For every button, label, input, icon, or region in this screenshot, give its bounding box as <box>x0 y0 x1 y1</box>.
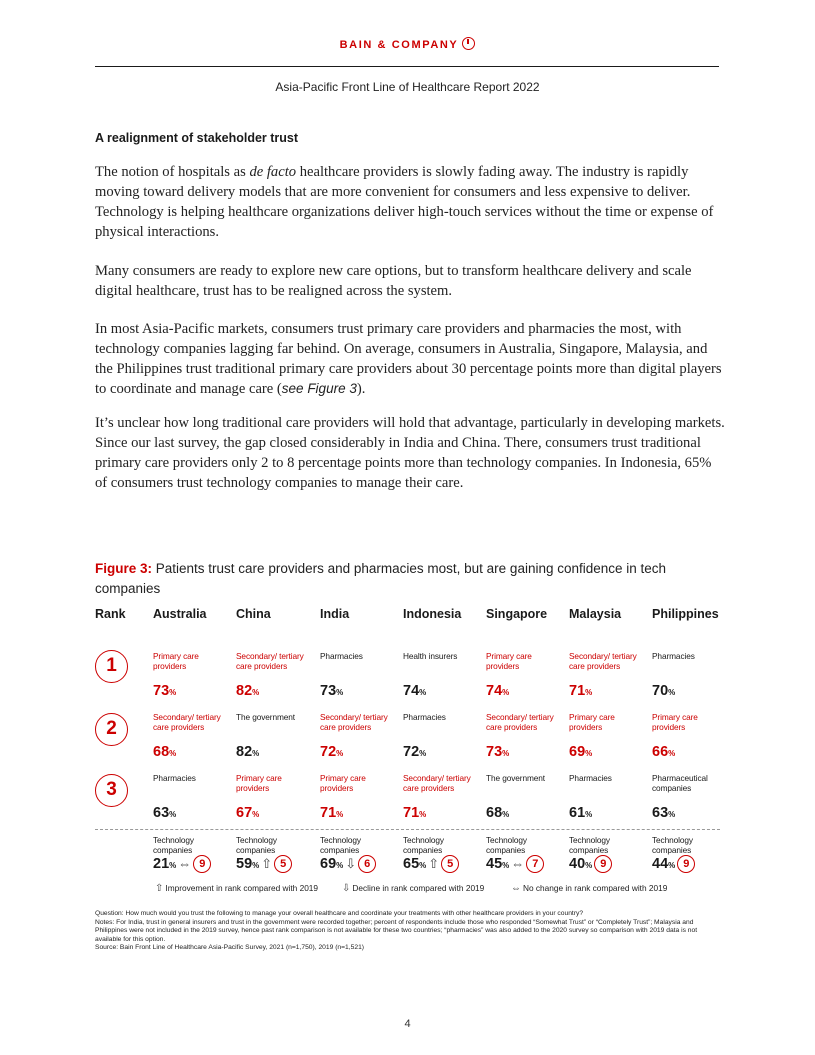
tech-value-row <box>236 855 318 873</box>
cell-percent-value: 82 <box>236 683 253 699</box>
tech-cell <box>486 835 568 873</box>
brand-name: BAIN & COMPANY <box>339 39 459 51</box>
table-cell <box>569 773 649 828</box>
cell-value <box>569 744 592 760</box>
tech-label: Technology companies <box>403 835 444 855</box>
cell-label: Secondary/ tertiary care providers <box>153 712 221 732</box>
figure-notes <box>95 910 720 953</box>
percent-sign: % <box>502 861 510 870</box>
cell-label: Pharmacies <box>652 651 695 661</box>
table-cell <box>652 712 732 767</box>
table-cell <box>569 712 649 767</box>
percent-sign: % <box>336 688 344 697</box>
cell-percent-value: 66 <box>652 744 669 760</box>
table-cell <box>652 651 732 706</box>
past-rank-badge: 5 <box>441 855 459 873</box>
percent-sign: % <box>169 688 177 697</box>
figure-title <box>95 559 695 599</box>
arrow-both-icon: ⇔ <box>511 883 521 894</box>
cell-label: Pharmacies <box>403 712 446 722</box>
cell-percent-value: 61 <box>569 805 586 821</box>
country-header-china: China <box>236 607 271 621</box>
table-cell <box>236 773 316 828</box>
cell-value <box>403 805 426 821</box>
paragraph-1: The notion of hospitals as de facto healthcare providers is slowly fading away. The industry is rapidly moving toward delivery models that are more convenient for consumers and less expensive to deliver. Technology is helping healthcare organizations deliver high-touch services without the time or expense of physical interactions. <box>95 164 714 240</box>
legend-improvement: ⇧ Improvement in rank compared with 2019 <box>155 883 319 894</box>
table-cell <box>153 773 233 828</box>
percent-sign: % <box>419 861 427 870</box>
tech-value-row <box>486 855 568 873</box>
percent-sign: % <box>336 861 344 870</box>
tech-cell <box>320 835 402 873</box>
table-cell <box>569 651 649 706</box>
cell-value <box>569 805 592 821</box>
percent-sign: % <box>668 810 676 819</box>
table-cell <box>320 773 400 828</box>
percent-sign: % <box>252 688 260 697</box>
cell-label: The government <box>236 712 296 722</box>
table-cell <box>403 651 483 706</box>
percent-sign: % <box>502 749 510 758</box>
percent-sign: % <box>668 861 676 870</box>
cell-label: Pharmacies <box>569 773 612 783</box>
cell-percent-value: 69 <box>569 744 586 760</box>
notes-source: Source: Bain Front Line of Healthcare Asia-Pacific Survey, 2021 (n=1,750), 2019 (n=1,521) <box>95 944 365 952</box>
cell-label: Pharmaceutical companies <box>652 773 708 793</box>
percent-sign: % <box>585 688 593 697</box>
tech-cell <box>153 835 235 873</box>
cell-value <box>153 683 176 699</box>
legend-no-change: ⇔ No change in rank compared with 2019 <box>511 883 668 894</box>
cell-percent-value: 71 <box>569 683 586 699</box>
paragraph-3: In most Asia-Pacific markets, consumers trust primary care providers and pharmacies the most, with technology companies lagging far behind. On average, consumers in Australia, Singapore, Malaysia, and the Philippines trust traditional primary care providers about 30 percentage points more than digital players to coordinate and manage care (see Figure 3). <box>95 321 722 397</box>
tech-percent-value: 45 <box>486 856 503 872</box>
table-cell <box>403 773 483 828</box>
tech-percent-value: 69 <box>320 856 337 872</box>
percent-sign: % <box>169 810 177 819</box>
rank-3-badge: 3 <box>95 774 128 807</box>
table-cell <box>236 712 316 767</box>
cell-percent-value: 72 <box>320 744 337 760</box>
cell-label: Primary care providers <box>652 712 698 732</box>
table-cell <box>652 773 732 828</box>
arrow-up-icon: ⇧ <box>428 856 440 871</box>
tech-cell <box>403 835 485 873</box>
tech-value-row <box>569 855 651 873</box>
cell-percent-value: 63 <box>652 805 669 821</box>
tech-label: Technology companies <box>486 835 527 855</box>
percent-sign: % <box>252 861 260 870</box>
cell-percent-value: 70 <box>652 683 669 699</box>
past-rank-badge: 5 <box>274 855 292 873</box>
percent-sign: % <box>169 861 177 870</box>
table-cell <box>403 712 483 767</box>
cell-percent-value: 73 <box>486 744 503 760</box>
rank-1-badge: 1 <box>95 650 128 683</box>
past-rank-badge: 7 <box>526 855 544 873</box>
tech-cell <box>652 835 734 873</box>
rank-header: Rank <box>95 607 126 621</box>
arrow-up-icon: ⇧ <box>155 883 164 894</box>
percent-sign: % <box>419 810 427 819</box>
notes-question: Question: How much would you trust the following to manage your overall healthcare and coordinate your treatments with other healthcare providers in your country? <box>95 910 584 917</box>
percent-sign: % <box>252 749 260 758</box>
past-rank-badge: 9 <box>193 855 211 873</box>
country-header-malaysia: Malaysia <box>569 607 622 621</box>
percent-sign: % <box>585 810 593 819</box>
arrow-both-icon: ⇔ <box>178 856 192 871</box>
tech-percent-value: 65 <box>403 856 420 872</box>
page-number: 4 <box>404 1018 411 1030</box>
arrow-down-icon: ⇩ <box>345 856 357 871</box>
tech-value-row <box>403 855 485 873</box>
past-rank-badge: 9 <box>677 855 695 873</box>
cell-label: Primary care providers <box>236 773 282 793</box>
percent-sign: % <box>169 749 177 758</box>
percent-sign: % <box>585 861 593 870</box>
tech-percent-value: 40 <box>569 856 586 872</box>
cell-value <box>652 744 675 760</box>
percent-sign: % <box>252 810 260 819</box>
past-rank-badge: 6 <box>358 855 376 873</box>
cell-label: Pharmacies <box>153 773 196 783</box>
cell-value <box>320 744 343 760</box>
percent-sign: % <box>668 749 676 758</box>
cell-percent-value: 82 <box>236 744 253 760</box>
cell-value <box>320 805 343 821</box>
table-cell <box>486 712 566 767</box>
cell-label: Secondary/ tertiary care providers <box>486 712 554 732</box>
header-rule <box>95 66 719 67</box>
paragraph-4: It’s unclear how long traditional care providers will hold that advantage, particularly in developing markets. Since our last survey, the gap closed considerably in India and China. There, consumers trust traditional primary care providers only 2 to 8 percentage points more than technology companies. In Indonesia, 65% of consumers trust technology companies to manage their care. <box>95 415 725 491</box>
tech-value-row <box>320 855 402 873</box>
table-cell <box>320 712 400 767</box>
cell-value <box>486 805 509 821</box>
cell-label: The government <box>486 773 546 783</box>
paragraph-2: Many consumers are ready to explore new care options, but to transform healthcare delivery and scale digital healthcare, trust has to be realigned across the system. <box>95 263 692 299</box>
cell-label: Primary care providers <box>153 651 199 671</box>
figure-title-text: Patients trust care providers and pharmacies most, but are gaining confidence in tech companies <box>95 561 667 596</box>
country-header-singapore: Singapore <box>486 607 548 621</box>
section-heading: A realignment of stakeholder trust <box>95 131 299 145</box>
cell-percent-value: 72 <box>403 744 420 760</box>
cell-value <box>652 683 675 699</box>
cell-percent-value: 67 <box>236 805 253 821</box>
cell-percent-value: 71 <box>403 805 420 821</box>
cell-label: Secondary/ tertiary care providers <box>236 651 304 671</box>
percent-sign: % <box>336 810 344 819</box>
percent-sign: % <box>668 688 676 697</box>
table-cell <box>320 651 400 706</box>
notes-details: Notes: For India, trust in general insurers and trust in the government were recorded together; percent of respondents include those who responded “Somewhat Trust” or “Completely Trust”; Malaysia and Philippines were not included in the 2019 survey, hence past rank comparison is not available for these two countries; “pharmacies” was also added to the 2020 survey so comparison with 2019 data is not available for this option. <box>95 918 698 943</box>
cell-label: Primary care providers <box>569 712 615 732</box>
arrow-both-icon: ⇔ <box>511 856 525 871</box>
cell-value <box>486 744 509 760</box>
tech-value-row <box>652 855 734 873</box>
figure-label: Figure 3: <box>95 561 153 576</box>
tech-percent-value: 44 <box>652 856 669 872</box>
rank-2-badge: 2 <box>95 713 128 746</box>
cell-value <box>236 683 259 699</box>
arrow-down-icon: ⇩ <box>342 883 351 894</box>
tech-value-row <box>153 855 235 873</box>
country-header-indonesia: Indonesia <box>403 607 462 621</box>
cell-label: Primary care providers <box>320 773 366 793</box>
cell-value <box>236 744 259 760</box>
cell-value <box>153 805 176 821</box>
table-cell <box>486 651 566 706</box>
table-cell <box>153 651 233 706</box>
cell-percent-value: 68 <box>153 744 170 760</box>
percent-sign: % <box>502 688 510 697</box>
tech-label: Technology companies <box>320 835 361 855</box>
cell-label: Secondary/ tertiary care providers <box>403 773 471 793</box>
tech-percent-value: 21 <box>153 856 170 872</box>
tech-label: Technology companies <box>236 835 277 855</box>
tech-percent-value: 59 <box>236 856 253 872</box>
country-header-australia: Australia <box>153 607 207 621</box>
legend-decline: ⇩ Decline in rank compared with 2019 <box>342 883 485 894</box>
tech-cell <box>569 835 651 873</box>
brand-logo <box>0 37 815 51</box>
percent-sign: % <box>502 810 510 819</box>
cell-label: Secondary/ tertiary care providers <box>569 651 637 671</box>
cell-percent-value: 71 <box>320 805 337 821</box>
tech-label: Technology companies <box>652 835 693 855</box>
cell-value <box>320 683 343 699</box>
cell-value <box>652 805 675 821</box>
cell-percent-value: 63 <box>153 805 170 821</box>
cell-percent-value: 73 <box>153 683 170 699</box>
cell-label: Pharmacies <box>320 651 363 661</box>
cell-value <box>236 805 259 821</box>
table-cell <box>153 712 233 767</box>
cell-value <box>153 744 176 760</box>
country-header-philippines: Philippines <box>652 607 719 621</box>
report-title: Asia-Pacific Front Line of Healthcare Report 2022 <box>275 80 540 94</box>
cell-value <box>403 683 426 699</box>
tech-cell <box>236 835 318 873</box>
cell-percent-value: 73 <box>320 683 337 699</box>
cell-value <box>569 683 592 699</box>
cell-percent-value: 68 <box>486 805 503 821</box>
bain-logo-icon <box>462 37 475 50</box>
cell-value <box>486 683 509 699</box>
percent-sign: % <box>419 688 427 697</box>
tech-row-separator <box>95 829 720 830</box>
tech-label: Technology companies <box>153 835 194 855</box>
cell-label: Primary care providers <box>486 651 532 671</box>
cell-value <box>403 744 426 760</box>
table-cell <box>236 651 316 706</box>
cell-percent-value: 74 <box>403 683 420 699</box>
table-cell <box>486 773 566 828</box>
cell-label: Secondary/ tertiary care providers <box>320 712 388 732</box>
tech-label: Technology companies <box>569 835 610 855</box>
cell-percent-value: 74 <box>486 683 503 699</box>
percent-sign: % <box>585 749 593 758</box>
cell-label: Health insurers <box>403 651 458 661</box>
arrow-up-icon: ⇧ <box>261 856 273 871</box>
past-rank-badge: 9 <box>594 855 612 873</box>
percent-sign: % <box>419 749 427 758</box>
percent-sign: % <box>336 749 344 758</box>
country-header-india: India <box>320 607 350 621</box>
